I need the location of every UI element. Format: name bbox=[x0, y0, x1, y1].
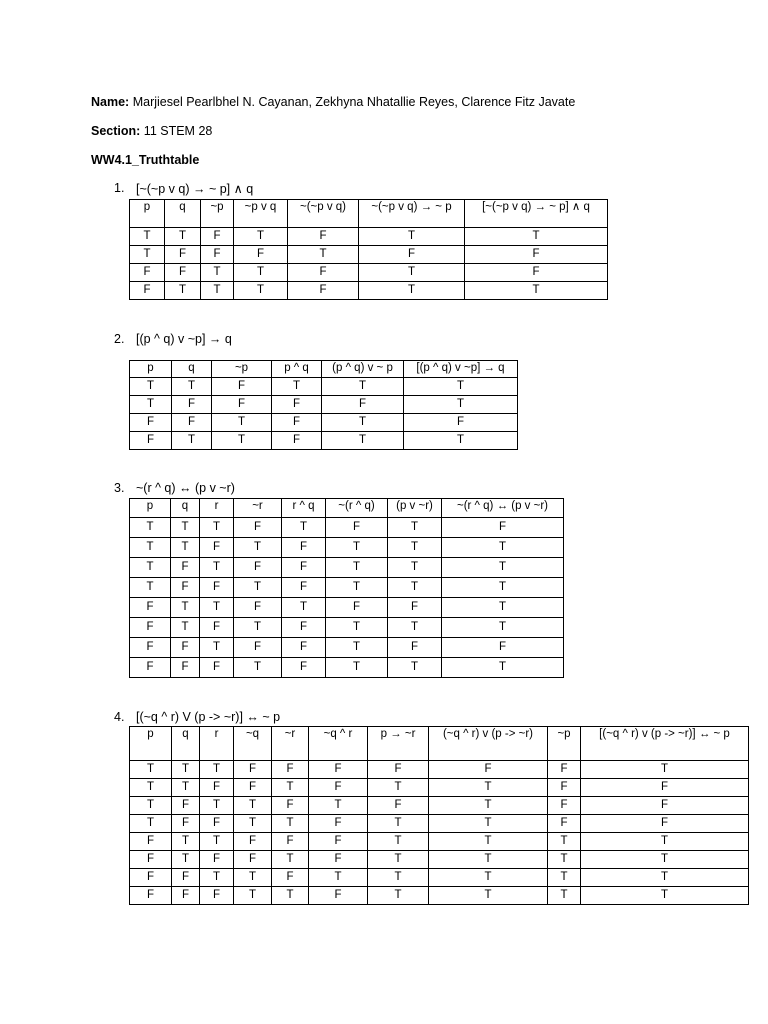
truth-value-cell: F bbox=[200, 779, 234, 797]
table-header-row bbox=[130, 200, 608, 228]
truth-value-cell: T bbox=[326, 638, 388, 658]
truth-value-cell: T bbox=[130, 538, 171, 558]
truth-value-cell: F bbox=[368, 761, 429, 779]
truth-value-cell: T bbox=[388, 658, 442, 678]
truth-value-cell: F bbox=[272, 396, 322, 414]
truth-value-cell: F bbox=[165, 264, 201, 282]
truth-value-cell: T bbox=[368, 869, 429, 887]
truth-value-cell: T bbox=[200, 761, 234, 779]
column-header: p → ~r bbox=[368, 727, 429, 761]
truth-table-4 bbox=[129, 726, 749, 905]
truth-value-cell: F bbox=[171, 638, 200, 658]
truth-value-cell: F bbox=[200, 887, 234, 905]
truth-value-cell: F bbox=[548, 761, 581, 779]
truth-value-cell: F bbox=[130, 414, 172, 432]
truth-value-cell: T bbox=[130, 518, 171, 538]
truth-value-cell: T bbox=[234, 538, 282, 558]
truth-value-cell: F bbox=[130, 833, 172, 851]
truth-value-cell: T bbox=[548, 869, 581, 887]
table-row bbox=[130, 887, 749, 905]
truth-value-cell: F bbox=[368, 797, 429, 815]
truth-value-cell: T bbox=[130, 578, 171, 598]
truth-value-cell: T bbox=[200, 598, 234, 618]
table-row bbox=[130, 282, 608, 300]
table-row bbox=[130, 779, 749, 797]
problem-number: 3. bbox=[114, 481, 125, 495]
truth-value-cell: T bbox=[200, 797, 234, 815]
column-header: (p v ~r) bbox=[388, 499, 442, 518]
truth-value-cell: T bbox=[172, 833, 200, 851]
problem-number: 1. bbox=[114, 181, 125, 195]
truth-value-cell: F bbox=[172, 815, 200, 833]
truth-value-cell: F bbox=[272, 761, 309, 779]
truth-value-cell: F bbox=[130, 264, 165, 282]
truth-value-cell: F bbox=[581, 815, 749, 833]
table-row bbox=[130, 228, 608, 246]
truth-table-3 bbox=[129, 498, 564, 678]
truth-value-cell: T bbox=[368, 833, 429, 851]
column-header: ~q bbox=[234, 727, 272, 761]
truth-value-cell: T bbox=[212, 414, 272, 432]
truth-value-cell: T bbox=[326, 558, 388, 578]
truth-value-cell: T bbox=[442, 538, 564, 558]
truth-value-cell: T bbox=[272, 378, 322, 396]
truth-value-cell: T bbox=[326, 658, 388, 678]
truth-value-cell: T bbox=[130, 558, 171, 578]
truth-value-cell: T bbox=[171, 618, 200, 638]
truth-value-cell: F bbox=[282, 618, 326, 638]
column-header: p ^ q bbox=[272, 361, 322, 378]
truth-value-cell: F bbox=[172, 869, 200, 887]
column-header: ~r bbox=[234, 499, 282, 518]
truth-value-cell: T bbox=[282, 518, 326, 538]
truth-value-cell: F bbox=[309, 815, 368, 833]
truth-value-cell: T bbox=[581, 833, 749, 851]
column-header: r bbox=[200, 499, 234, 518]
truth-value-cell: T bbox=[359, 264, 465, 282]
truth-value-cell: F bbox=[272, 869, 309, 887]
column-header: ~(r ^ q) bbox=[326, 499, 388, 518]
truth-value-cell: F bbox=[212, 378, 272, 396]
table-row bbox=[130, 618, 564, 638]
truth-value-cell: T bbox=[172, 779, 200, 797]
truth-value-cell: T bbox=[442, 578, 564, 598]
problem-expression: [(p ^ q) v ~p] → q bbox=[136, 332, 232, 346]
column-header: q bbox=[165, 200, 201, 228]
table-row bbox=[130, 598, 564, 618]
column-header: ~p bbox=[201, 200, 234, 228]
truth-value-cell: T bbox=[165, 282, 201, 300]
truth-value-cell: T bbox=[234, 282, 288, 300]
table-row bbox=[130, 264, 608, 282]
truth-value-cell: F bbox=[288, 282, 359, 300]
truth-value-cell: F bbox=[130, 869, 172, 887]
truth-value-cell: T bbox=[272, 851, 309, 869]
table-row bbox=[130, 378, 518, 396]
truth-value-cell: T bbox=[322, 432, 404, 450]
truth-value-cell: F bbox=[388, 598, 442, 618]
truth-value-cell: F bbox=[172, 797, 200, 815]
truth-value-cell: F bbox=[309, 833, 368, 851]
truth-value-cell: F bbox=[326, 598, 388, 618]
truth-value-cell: T bbox=[322, 414, 404, 432]
table-row bbox=[130, 538, 564, 558]
truth-value-cell: T bbox=[288, 246, 359, 264]
truth-value-cell: F bbox=[282, 558, 326, 578]
table-row bbox=[130, 638, 564, 658]
truth-value-cell: F bbox=[234, 638, 282, 658]
truth-value-cell: T bbox=[171, 538, 200, 558]
truth-value-cell: F bbox=[200, 618, 234, 638]
truth-value-cell: T bbox=[429, 887, 548, 905]
truth-value-cell: F bbox=[200, 578, 234, 598]
truth-value-cell: F bbox=[234, 558, 282, 578]
column-header: [(~q ^ r) v (p -> ~r)] ↔ ~ p bbox=[581, 727, 749, 761]
truth-value-cell: T bbox=[165, 228, 201, 246]
truth-value-cell: T bbox=[442, 558, 564, 578]
problem-number: 2. bbox=[114, 332, 125, 346]
table-row bbox=[130, 797, 749, 815]
truth-value-cell: F bbox=[130, 618, 171, 638]
truth-value-cell: F bbox=[234, 761, 272, 779]
truth-value-cell: F bbox=[309, 779, 368, 797]
truth-value-cell: F bbox=[165, 246, 201, 264]
truth-value-cell: F bbox=[130, 638, 171, 658]
truth-value-cell: F bbox=[200, 658, 234, 678]
truth-value-cell: F bbox=[309, 851, 368, 869]
column-header: p bbox=[130, 200, 165, 228]
table-header-row bbox=[130, 361, 518, 378]
column-header: p bbox=[130, 361, 172, 378]
column-header: (~q ^ r) v (p -> ~r) bbox=[429, 727, 548, 761]
truth-value-cell: F bbox=[201, 228, 234, 246]
truth-value-cell: T bbox=[171, 598, 200, 618]
truth-value-cell: T bbox=[359, 282, 465, 300]
truth-value-cell: F bbox=[288, 228, 359, 246]
problem-expression: [(~q ^ r) V (p -> ~r)] ↔ ~ p bbox=[136, 710, 281, 724]
truth-value-cell: T bbox=[172, 378, 212, 396]
column-header: [(p ^ q) v ~p] → q bbox=[404, 361, 518, 378]
table-row bbox=[130, 414, 518, 432]
column-header: ~r bbox=[272, 727, 309, 761]
truth-value-cell: T bbox=[130, 797, 172, 815]
column-header: q bbox=[172, 361, 212, 378]
column-header: ~(~p v q) → ~ p bbox=[359, 200, 465, 228]
truth-value-cell: T bbox=[429, 797, 548, 815]
truth-value-cell: T bbox=[368, 779, 429, 797]
truth-value-cell: T bbox=[201, 264, 234, 282]
truth-value-cell: T bbox=[442, 598, 564, 618]
truth-value-cell: T bbox=[130, 761, 172, 779]
truth-value-cell: T bbox=[326, 538, 388, 558]
table-row bbox=[130, 246, 608, 264]
truth-value-cell: T bbox=[171, 518, 200, 538]
truth-table-2 bbox=[129, 360, 518, 450]
column-header: q bbox=[171, 499, 200, 518]
truth-value-cell: F bbox=[388, 638, 442, 658]
column-header: ~p bbox=[212, 361, 272, 378]
column-header: (p ^ q) v ~ p bbox=[322, 361, 404, 378]
truth-value-cell: T bbox=[200, 558, 234, 578]
truth-value-cell: F bbox=[359, 246, 465, 264]
truth-value-cell: T bbox=[429, 869, 548, 887]
truth-table-1 bbox=[129, 199, 608, 300]
truth-value-cell: T bbox=[404, 432, 518, 450]
truth-value-cell: T bbox=[234, 264, 288, 282]
truth-value-cell: F bbox=[234, 851, 272, 869]
truth-value-cell: T bbox=[200, 833, 234, 851]
truth-value-cell: F bbox=[442, 518, 564, 538]
truth-value-cell: F bbox=[130, 598, 171, 618]
truth-value-cell: F bbox=[272, 432, 322, 450]
truth-value-cell: F bbox=[309, 761, 368, 779]
truth-value-cell: F bbox=[234, 833, 272, 851]
truth-value-cell: T bbox=[429, 851, 548, 869]
truth-value-cell: T bbox=[388, 618, 442, 638]
truth-value-cell: F bbox=[465, 264, 608, 282]
truth-value-cell: T bbox=[581, 887, 749, 905]
truth-value-cell: T bbox=[465, 228, 608, 246]
column-header: q bbox=[172, 727, 200, 761]
truth-value-cell: T bbox=[429, 815, 548, 833]
problem-expression: ~(r ^ q) ↔ (p v ~r) bbox=[136, 481, 235, 495]
truth-value-cell: T bbox=[359, 228, 465, 246]
truth-value-cell: F bbox=[272, 833, 309, 851]
truth-value-cell: T bbox=[172, 851, 200, 869]
truth-value-cell: F bbox=[282, 578, 326, 598]
table-row bbox=[130, 396, 518, 414]
truth-value-cell: T bbox=[212, 432, 272, 450]
truth-value-cell: T bbox=[309, 797, 368, 815]
truth-value-cell: F bbox=[234, 779, 272, 797]
column-header: r ^ q bbox=[282, 499, 326, 518]
truth-value-cell: T bbox=[548, 887, 581, 905]
truth-value-cell: T bbox=[234, 815, 272, 833]
truth-value-cell: F bbox=[130, 887, 172, 905]
column-header: ~(r ^ q) ↔ (p v ~r) bbox=[442, 499, 564, 518]
truth-value-cell: F bbox=[429, 761, 548, 779]
truth-value-cell: F bbox=[282, 638, 326, 658]
truth-value-cell: T bbox=[368, 815, 429, 833]
truth-value-cell: T bbox=[130, 779, 172, 797]
truth-value-cell: T bbox=[388, 538, 442, 558]
truth-value-cell: T bbox=[581, 851, 749, 869]
truth-value-cell: T bbox=[388, 578, 442, 598]
truth-value-cell: T bbox=[200, 638, 234, 658]
table-row bbox=[130, 658, 564, 678]
truth-value-cell: T bbox=[309, 869, 368, 887]
truth-value-cell: T bbox=[368, 851, 429, 869]
column-header: p bbox=[130, 499, 171, 518]
truth-value-cell: T bbox=[234, 228, 288, 246]
page-title: WW4.1_Truthtable bbox=[91, 153, 200, 167]
truth-value-cell: F bbox=[581, 797, 749, 815]
truth-value-cell: F bbox=[172, 414, 212, 432]
truth-value-cell: F bbox=[548, 779, 581, 797]
table-header-row bbox=[130, 727, 749, 761]
truth-value-cell: F bbox=[581, 779, 749, 797]
problem-number: 4. bbox=[114, 710, 125, 724]
truth-value-cell: F bbox=[282, 538, 326, 558]
truth-value-cell: F bbox=[548, 815, 581, 833]
truth-value-cell: F bbox=[548, 797, 581, 815]
section-label: Section: bbox=[91, 124, 141, 138]
name-line bbox=[91, 95, 575, 109]
truth-value-cell: F bbox=[130, 282, 165, 300]
truth-value-cell: F bbox=[130, 658, 171, 678]
truth-value-cell: T bbox=[326, 618, 388, 638]
truth-value-cell: F bbox=[404, 414, 518, 432]
truth-value-cell: T bbox=[388, 518, 442, 538]
truth-value-cell: F bbox=[272, 414, 322, 432]
truth-value-cell: F bbox=[201, 246, 234, 264]
truth-value-cell: T bbox=[282, 598, 326, 618]
truth-value-cell: F bbox=[171, 658, 200, 678]
problem-expression: [~(~p v q) → ~ p] ∧ q bbox=[136, 182, 254, 196]
truth-value-cell: T bbox=[172, 432, 212, 450]
truth-value-cell: F bbox=[171, 578, 200, 598]
table-row bbox=[130, 851, 749, 869]
truth-value-cell: F bbox=[322, 396, 404, 414]
truth-value-cell: F bbox=[171, 558, 200, 578]
truth-value-cell: T bbox=[200, 869, 234, 887]
truth-value-cell: T bbox=[368, 887, 429, 905]
table-row bbox=[130, 558, 564, 578]
table-row bbox=[130, 833, 749, 851]
truth-value-cell: T bbox=[234, 797, 272, 815]
section-line bbox=[91, 124, 212, 138]
truth-value-cell: T bbox=[234, 578, 282, 598]
truth-value-cell: T bbox=[429, 833, 548, 851]
table-row bbox=[130, 869, 749, 887]
truth-value-cell: T bbox=[130, 815, 172, 833]
truth-value-cell: F bbox=[234, 598, 282, 618]
truth-value-cell: T bbox=[130, 396, 172, 414]
truth-value-cell: T bbox=[442, 658, 564, 678]
truth-value-cell: T bbox=[442, 618, 564, 638]
truth-value-cell: T bbox=[322, 378, 404, 396]
truth-value-cell: F bbox=[212, 396, 272, 414]
truth-value-cell: T bbox=[272, 779, 309, 797]
truth-value-cell: T bbox=[130, 228, 165, 246]
column-header: [~(~p v q) → ~ p] ∧ q bbox=[465, 200, 608, 228]
truth-value-cell: T bbox=[326, 578, 388, 598]
truth-value-cell: F bbox=[200, 851, 234, 869]
truth-value-cell: F bbox=[272, 797, 309, 815]
truth-value-cell: T bbox=[234, 658, 282, 678]
truth-value-cell: T bbox=[234, 618, 282, 638]
table-row bbox=[130, 518, 564, 538]
truth-value-cell: F bbox=[442, 638, 564, 658]
section-value: 11 STEM 28 bbox=[143, 124, 213, 138]
column-header: ~p v q bbox=[234, 200, 288, 228]
truth-value-cell: T bbox=[172, 761, 200, 779]
column-header: ~(~p v q) bbox=[288, 200, 359, 228]
table-row bbox=[130, 432, 518, 450]
truth-value-cell: T bbox=[404, 378, 518, 396]
truth-value-cell: F bbox=[130, 851, 172, 869]
truth-value-cell: F bbox=[465, 246, 608, 264]
name-value: Marjiesel Pearlbhel N. Cayanan, Zekhyna Nhatallie Reyes, Clarence Fitz Javate bbox=[132, 95, 576, 109]
table-header-row bbox=[130, 499, 564, 518]
truth-value-cell: T bbox=[404, 396, 518, 414]
truth-value-cell: F bbox=[326, 518, 388, 538]
column-header: ~q ^ r bbox=[309, 727, 368, 761]
column-header: p bbox=[130, 727, 172, 761]
truth-value-cell: T bbox=[548, 833, 581, 851]
truth-value-cell: T bbox=[581, 761, 749, 779]
truth-value-cell: F bbox=[172, 396, 212, 414]
column-header: r bbox=[200, 727, 234, 761]
truth-value-cell: F bbox=[288, 264, 359, 282]
column-header: ~p bbox=[548, 727, 581, 761]
truth-value-cell: F bbox=[234, 246, 288, 264]
truth-value-cell: T bbox=[272, 815, 309, 833]
truth-value-cell: T bbox=[465, 282, 608, 300]
table-row bbox=[130, 761, 749, 779]
truth-value-cell: F bbox=[172, 887, 200, 905]
truth-value-cell: F bbox=[282, 658, 326, 678]
truth-value-cell: T bbox=[548, 851, 581, 869]
name-label: Name: bbox=[91, 95, 130, 109]
truth-value-cell: T bbox=[201, 282, 234, 300]
truth-value-cell: T bbox=[388, 558, 442, 578]
table-row bbox=[130, 578, 564, 598]
truth-value-cell: T bbox=[130, 378, 172, 396]
truth-value-cell: T bbox=[581, 869, 749, 887]
truth-value-cell: T bbox=[429, 779, 548, 797]
table-row bbox=[130, 815, 749, 833]
truth-value-cell: F bbox=[130, 432, 172, 450]
truth-value-cell: F bbox=[200, 815, 234, 833]
truth-value-cell: T bbox=[234, 887, 272, 905]
truth-value-cell: T bbox=[272, 887, 309, 905]
truth-value-cell: F bbox=[309, 887, 368, 905]
truth-value-cell: T bbox=[234, 869, 272, 887]
truth-value-cell: F bbox=[200, 538, 234, 558]
truth-value-cell: T bbox=[200, 518, 234, 538]
truth-value-cell: F bbox=[234, 518, 282, 538]
truth-value-cell: T bbox=[130, 246, 165, 264]
